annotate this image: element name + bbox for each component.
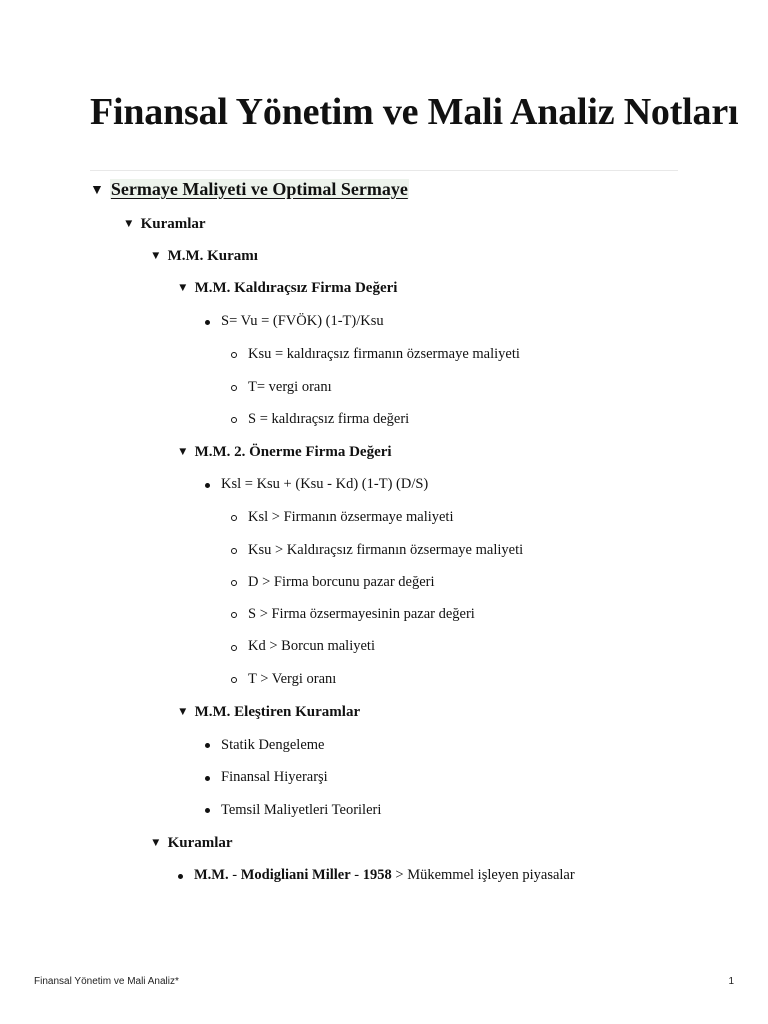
- divider: [90, 170, 678, 171]
- toggle-kuramlar-2[interactable]: [150, 835, 233, 852]
- toggle-onerme-2[interactable]: [177, 444, 392, 461]
- bullet-circle: [231, 612, 237, 618]
- list-item: T= vergi oranı: [248, 379, 332, 395]
- list-item: Ksu > Kaldıraçsız firmanın özsermaye maliyeti: [248, 542, 524, 558]
- bullet-dot: [205, 320, 210, 325]
- list-item: S = kaldıraçsız firma değeri: [248, 411, 410, 427]
- bullet-circle: [231, 352, 237, 358]
- bullet-circle: [231, 645, 237, 651]
- item-rest-text: > Mükemmel işleyen piyasalar: [391, 867, 575, 883]
- bullet-circle: [231, 548, 237, 554]
- footer-document-title: Finansal Yönetim ve Mali Analiz*: [34, 976, 179, 987]
- bullet-dot: [205, 808, 210, 813]
- toggle-label: Kuramlar: [140, 216, 206, 232]
- bold-text: M.M.: [194, 867, 229, 883]
- bullet-dot: [205, 776, 210, 781]
- toggle-label: Kuramlar: [167, 835, 233, 851]
- bold-text: 1958: [362, 867, 392, 883]
- bullet-dot: [178, 874, 183, 879]
- list-item: Finansal Hiyerarşi: [221, 769, 328, 785]
- toggle-mm-kurami[interactable]: [150, 248, 258, 265]
- list-item: Temsil Maliyetleri Teorileri: [221, 802, 382, 818]
- list-item: D > Firma borcunu pazar değeri: [248, 574, 435, 590]
- section-title: Sermaye Maliyeti ve Optimal Sermaye: [110, 179, 408, 199]
- footer-page-number: 1: [728, 976, 734, 987]
- toggle-triangle-icon[interactable]: ▼: [177, 445, 189, 458]
- list-item: Ksl > Firmanın özsermaye maliyeti: [248, 509, 454, 525]
- page-title: Finansal Yönetim ve Mali Analiz Notları: [90, 91, 739, 133]
- list-item-mm: [194, 867, 575, 884]
- bullet-circle: [231, 385, 237, 391]
- toggle-triangle-icon[interactable]: ▼: [150, 249, 162, 262]
- separator-text: -: [228, 867, 241, 883]
- list-item: Kd > Borcun maliyeti: [248, 638, 375, 654]
- toggle-kuramlar[interactable]: [123, 216, 206, 233]
- toggle-triangle-icon[interactable]: ▼: [90, 182, 104, 198]
- bullet-circle: [231, 677, 237, 683]
- bold-text: Modigliani Miller: [240, 867, 351, 883]
- toggle-triangle-icon[interactable]: ▼: [150, 836, 162, 849]
- bullet-circle: [231, 580, 237, 586]
- list-item: Statik Dengeleme: [221, 737, 325, 753]
- list-item: T > Vergi oranı: [248, 671, 337, 687]
- toggle-triangle-icon[interactable]: ▼: [177, 705, 189, 718]
- list-item: Ksu = kaldıraçsız firmanın özsermaye maliyeti: [248, 346, 520, 362]
- bullet-circle: [231, 417, 237, 423]
- toggle-label: M.M. Kaldıraçsız Firma Değeri: [194, 280, 398, 296]
- formula-item: S= Vu = (FVÖK) (1-T)/Ksu: [221, 313, 384, 329]
- separator-text: -: [350, 867, 363, 883]
- toggle-triangle-icon[interactable]: ▼: [123, 217, 135, 230]
- formula-item: Ksl = Ksu + (Ksu - Kd) (1-T) (D/S): [221, 476, 429, 492]
- toggle-kaldiracsiz[interactable]: [177, 280, 397, 297]
- bullet-circle: [231, 515, 237, 521]
- toggle-label: M.M. 2. Önerme Firma Değeri: [194, 444, 392, 460]
- toggle-label: M.M. Kuramı: [167, 248, 258, 264]
- toggle-elestiren[interactable]: [177, 704, 360, 721]
- toggle-label: M.M. Eleştiren Kuramlar: [194, 704, 361, 720]
- toggle-section-sermaye[interactable]: [90, 179, 409, 200]
- toggle-triangle-icon[interactable]: ▼: [177, 281, 189, 294]
- list-item: S > Firma özsermayesinin pazar değeri: [248, 606, 475, 622]
- bullet-dot: [205, 743, 210, 748]
- bullet-dot: [205, 483, 210, 488]
